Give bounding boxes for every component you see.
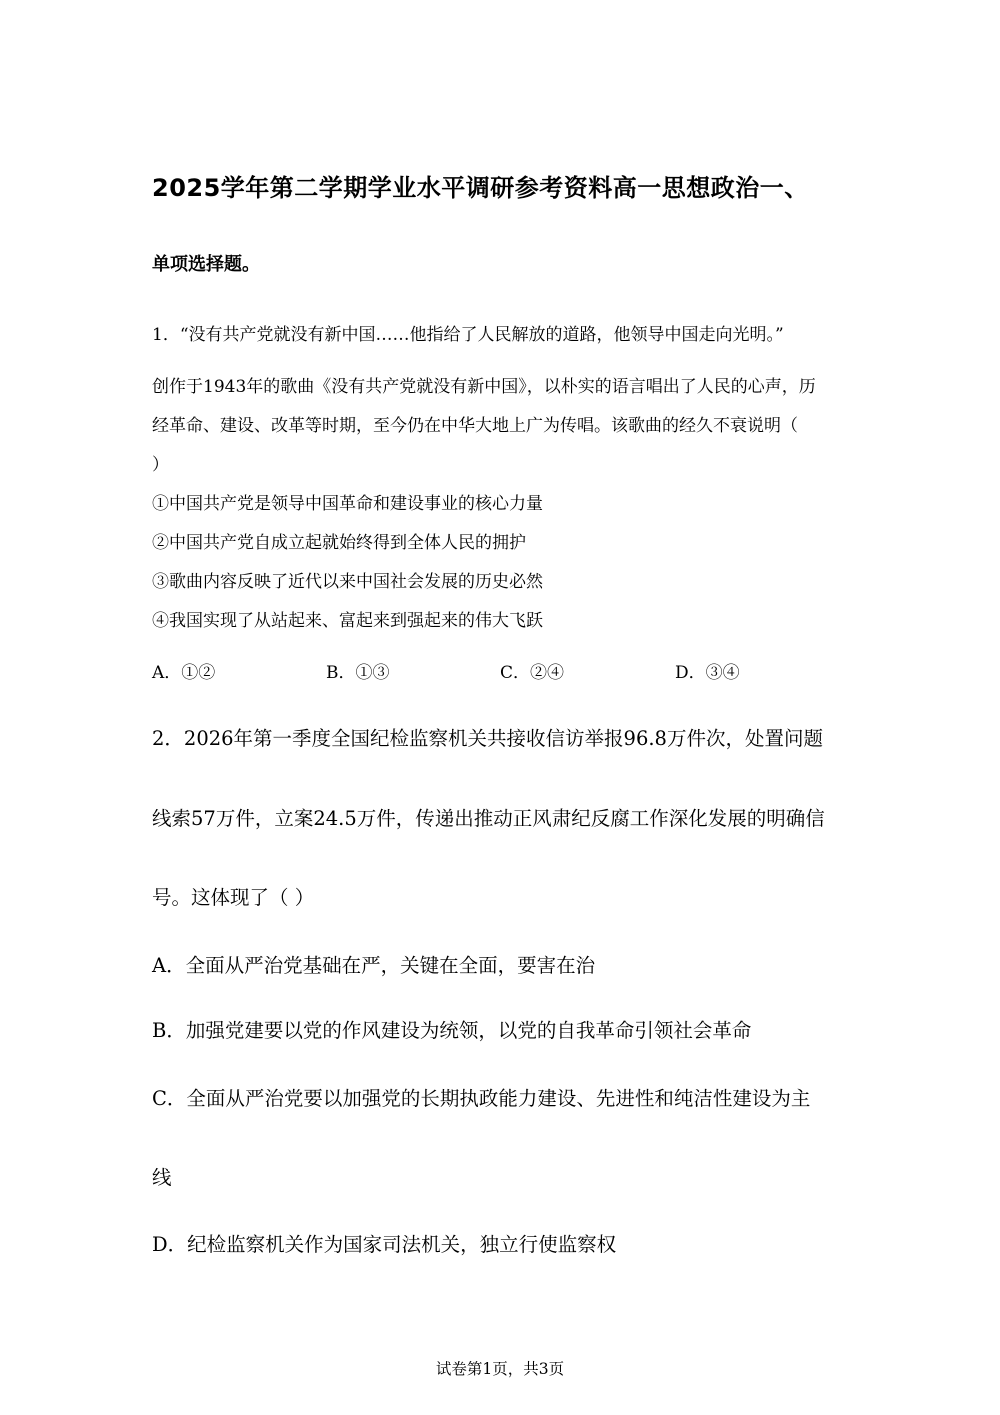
question-1-option-d: D．③④ bbox=[675, 663, 740, 683]
question-1-option-b: B．①③ bbox=[326, 663, 390, 683]
question-1-statement: ①中国共产党是领导中国革命和建设事业的核心力量 bbox=[152, 494, 543, 514]
question-2-option-c-continued: 线 bbox=[152, 1166, 172, 1189]
question-1-option-c: C．②④ bbox=[500, 663, 565, 683]
question-1-option-a: A．①② bbox=[152, 663, 216, 683]
page-footer: 试卷第1页，共3页 bbox=[435, 1360, 565, 1378]
question-1-statement: ③歌曲内容反映了近代以来中国社会发展的历史必然 bbox=[152, 572, 543, 592]
question-1-stem-line: 经革命、建设、改革等时期，至今仍在中华大地上广为传唱。该歌曲的经久不衰说明（ bbox=[152, 416, 798, 436]
question-1-statement: ②中国共产党自成立起就始终得到全体人民的拥护 bbox=[152, 533, 526, 553]
question-1-stem-line: 1．“没有共产党就没有新中国……他指给了人民解放的道路，他领导中国走向光明。” bbox=[152, 325, 784, 345]
question-2-option-a: A．全面从严治党基础在严，关键在全面，要害在治 bbox=[152, 954, 596, 977]
question-2-stem-line: 线索57万件，立案24.5万件，传递出推动正风肃纪反腐工作深化发展的明确信 bbox=[152, 807, 825, 830]
question-2-stem-line: 号。这体现了（ ） bbox=[152, 886, 315, 909]
question-2-stem-line: 2．2026年第一季度全国纪检监察机关共接收信访举报96.8万件次，处置问题 bbox=[152, 727, 823, 750]
document-title: 2025学年第二学期学业水平调研参考资料高一思想政治一、 bbox=[152, 174, 809, 202]
section-heading: 单项选择题。 bbox=[152, 254, 260, 275]
question-1-statement: ④我国实现了从站起来、富起来到强起来的伟大飞跃 bbox=[152, 611, 543, 631]
question-1-stem-line: ） bbox=[152, 455, 169, 475]
question-1-stem-line: 创作于1943年的歌曲《没有共产党就没有新中国》，以朴实的语言唱出了人民的心声，历 bbox=[152, 377, 816, 397]
question-2-option-d: D．纪检监察机关作为国家司法机关，独立行使监察权 bbox=[152, 1233, 617, 1256]
question-2-option-b: B．加强党建要以党的作风建设为统领，以党的自我革命引领社会革命 bbox=[152, 1019, 752, 1042]
question-2-option-c: C．全面从严治党要以加强党的长期执政能力建设、先进性和纯洁性建设为主 bbox=[152, 1087, 811, 1110]
